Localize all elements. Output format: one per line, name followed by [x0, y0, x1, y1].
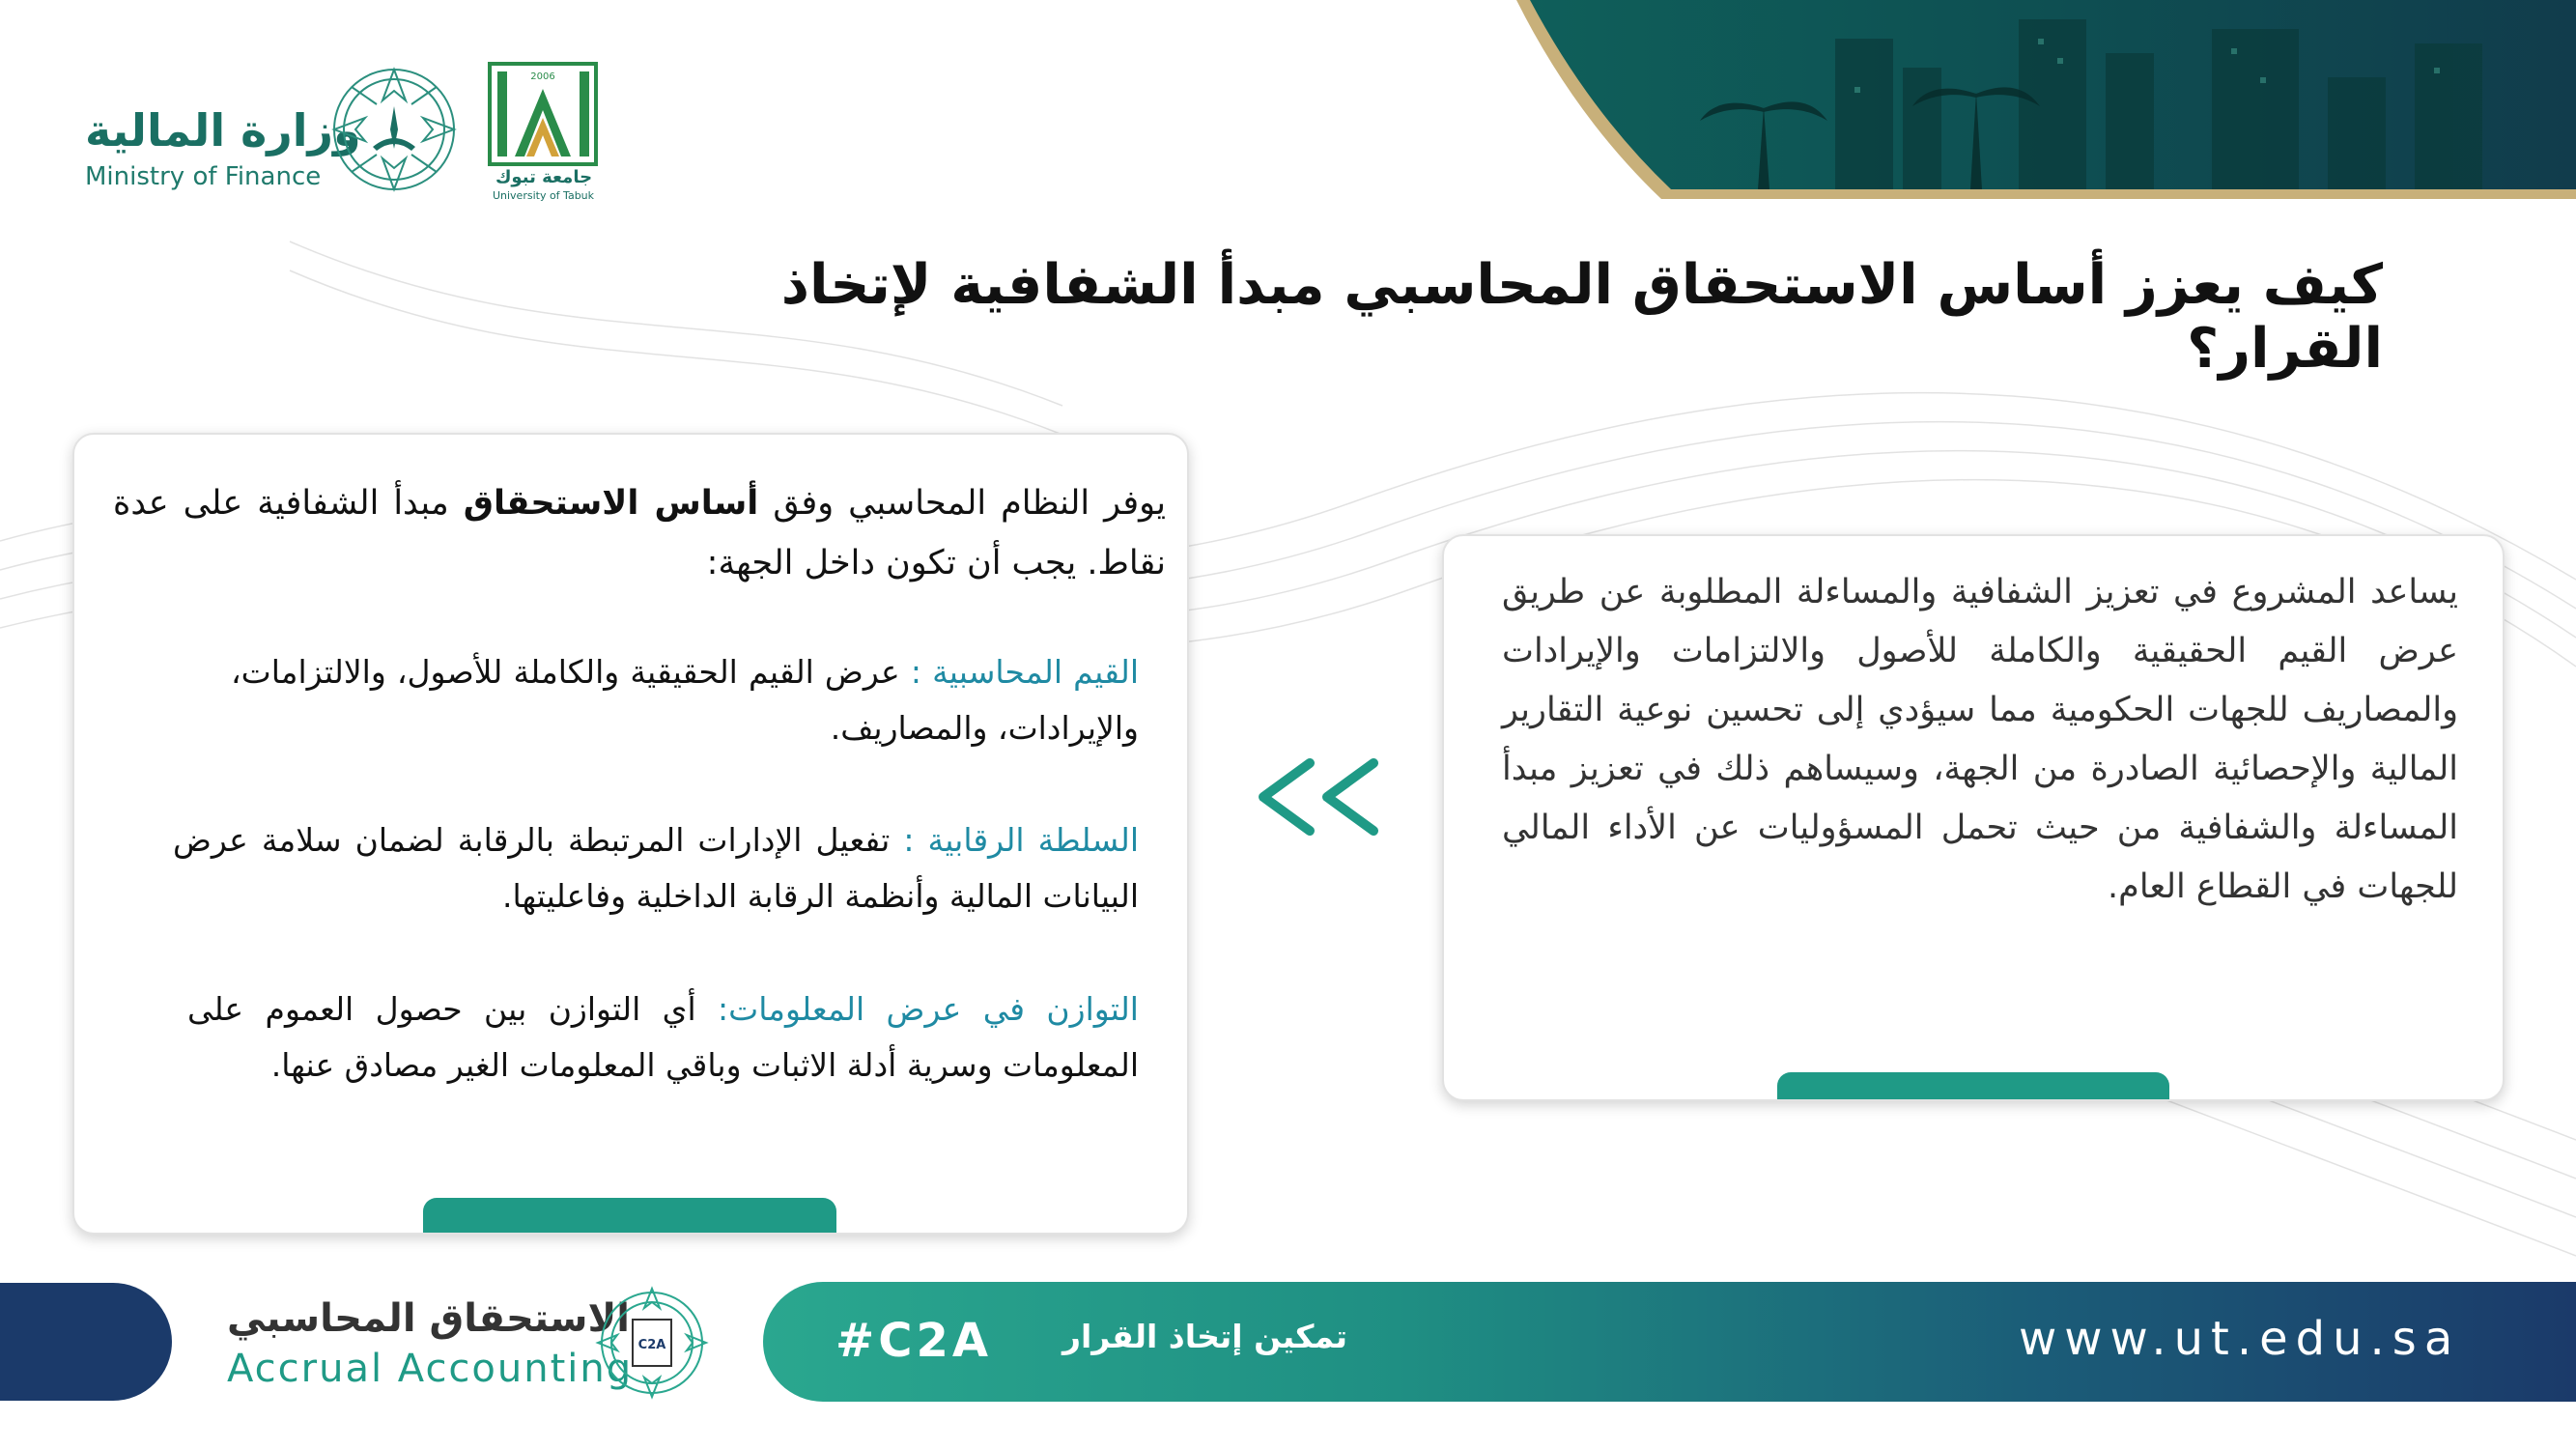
footer-slogan: تمكين إتخاذ القرار	[1062, 1318, 1347, 1355]
university-name-arabic: جامعة تبوك	[495, 167, 593, 187]
page-title: كيف يعزز أساس الاستحقاق المحاسبي مبدأ الشفافية لإتخاذ القرار؟	[780, 253, 2383, 381]
ministry-name-english: Ministry of Finance	[85, 162, 322, 191]
left-card-tab	[423, 1198, 836, 1233]
footer-left-pill	[0, 1283, 172, 1401]
accrual-accounting-english: Accrual Accounting	[227, 1347, 634, 1391]
point-information-balance	[187, 981, 1139, 1094]
emblem-label: C2A	[637, 1338, 666, 1352]
point-keyword: التوازن في عرض المعلومات:	[718, 990, 1139, 1028]
website-url[interactable]: www.ut.edu.sa	[2019, 1312, 2461, 1366]
hashtag-label: #C2A	[835, 1314, 992, 1368]
intro-text-start: يوفر النظام المحاسبي وفق	[758, 484, 1166, 523]
point-keyword: السلطة الرقابية :	[903, 821, 1139, 859]
right-card-text: يساعد المشروع في تعزيز الشفافية والمساءلة المطلوبة عن طريق عرض القيم الحقيقية والكاملة للأصول والالتزامات والإيرادات والمصاريف للجهات الحكومية مما سيؤدي إلى تحسين نوعية التقارير المالية والإحصائية الصادرة من الجهة، وسيساهم ذلك في تعزيز مبدأ المساءلة والشفافية من حيث تحمل المسؤوليات عن الأداء المالي للجهات في القطاع العام.	[1502, 573, 2458, 906]
university-name-english: University of Tabuk	[492, 189, 595, 202]
point-text: أي التوازن بين حصول العموم على المعلومات وسرية أدلة الاثبات وباقي المعلومات الغير مصادق عنها.	[187, 990, 1139, 1084]
point-accounting-values	[231, 644, 1139, 756]
point-text: عرض القيم الحقيقية والكاملة للأصول، والالتزامات، والإيرادات، والمصاريف.	[231, 653, 1139, 747]
point-text: تفعيل الإدارات المرتبطة بالرقابة لضمان سلامة عرض البيانات المالية وأنظمة الرقابة الداخلية وفاعليتها.	[173, 821, 1139, 915]
double-chevron-left-icon	[1254, 755, 1381, 838]
ministry-name-arabic: وزارة المالية	[85, 104, 361, 156]
point-oversight-authority	[173, 812, 1139, 924]
intro-text-end: مبدأ الشفافية على عدة نقاط. يجب أن تكون داخل الجهة:	[113, 484, 1166, 582]
accrual-accounting-arabic: الاستحقاق المحاسبي	[227, 1296, 631, 1341]
ministry-emblem-icon	[326, 62, 462, 197]
university-year: 2006	[530, 71, 555, 82]
accrual-accounting-emblem-icon	[594, 1285, 710, 1401]
header-city-banner	[1516, 0, 2576, 205]
point-keyword: القيم المحاسبية :	[910, 653, 1139, 691]
left-card-intro	[113, 473, 1166, 593]
right-card-tab	[1777, 1072, 2169, 1099]
intro-bold-term: أساس الاستحقاق	[463, 484, 759, 523]
